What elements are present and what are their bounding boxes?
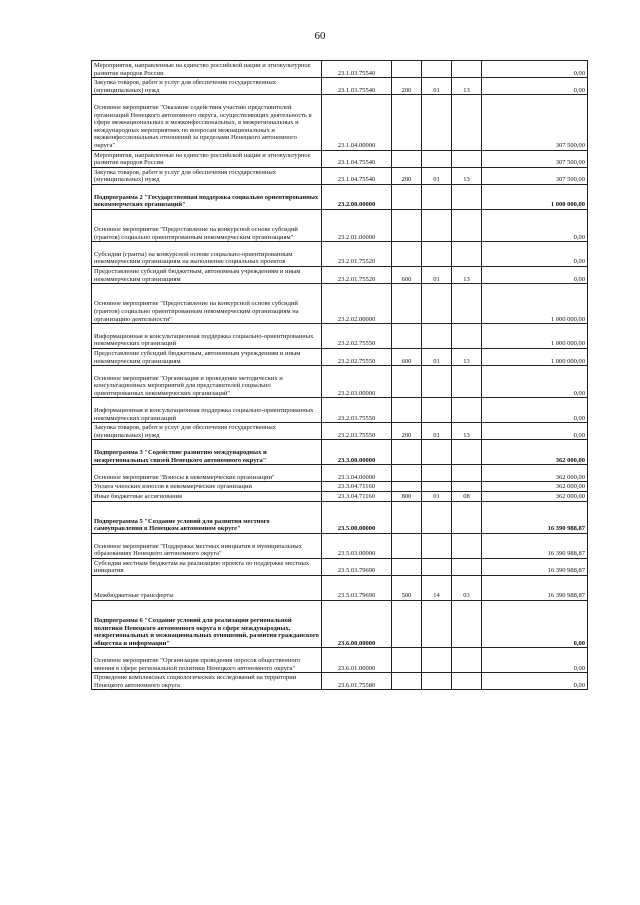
- cell-pr: [452, 209, 482, 241]
- cell-pr: [452, 648, 482, 673]
- cell-pr: [452, 673, 482, 690]
- cell-vr: [392, 673, 422, 690]
- cell-rz: [422, 209, 452, 241]
- cell-rz: [422, 440, 452, 465]
- cell-sum: 362 000,00: [482, 482, 588, 492]
- cell-rz: [422, 95, 452, 150]
- cell-sum: 362 000,00: [482, 440, 588, 465]
- cell-name: Основное мероприятие "Организация проведения опросов общественного мнения в сфере региональной политики Ненецкого автономного округа": [92, 648, 322, 673]
- cell-sum: 1 000 000,00: [482, 348, 588, 365]
- cell-vr: 500: [392, 576, 422, 601]
- cell-vr: [392, 184, 422, 209]
- cell-sum: 0,00: [482, 266, 588, 283]
- cell-sum: 16 390 988,87: [482, 558, 588, 575]
- cell-pr: [452, 465, 482, 482]
- table-row: [92, 558, 588, 575]
- cell-sum: 16 390 988,87: [482, 576, 588, 601]
- cell-csr: 23.5.03.79690: [322, 558, 392, 575]
- cell-rz: [422, 534, 452, 559]
- cell-rz: [422, 501, 452, 533]
- cell-vr: [392, 558, 422, 575]
- cell-pr: [452, 242, 482, 267]
- cell-name: Основное мероприятие "Предоставление на конкурсной основе субсидий (грантов) социально ориентированным некоммерческим организациям": [92, 209, 322, 241]
- cell-rz: [422, 150, 452, 167]
- cell-csr: 23.5.03.00000: [322, 534, 392, 559]
- table-row: [92, 482, 588, 492]
- cell-name: Подпрограмма 6 "Создание условий для реализации региональной политики Ненецкого автономного округа в сфере международных, межрегиональных и межнациональных отношений, развития гражданского общества и информации": [92, 600, 322, 648]
- cell-sum: 1 000 000,00: [482, 184, 588, 209]
- cell-csr: 23.3.04.71160: [322, 482, 392, 492]
- table-row: [92, 501, 588, 533]
- table-row: [92, 284, 588, 324]
- cell-csr: 23.6.01.00000: [322, 648, 392, 673]
- cell-name: Подпрограмма 3 "Содействие развитию международных и межрегиональных связей Ненецкого автономного округа": [92, 440, 322, 465]
- cell-pr: 13: [452, 78, 482, 95]
- cell-name: Субсидии местным бюджетам на реализацию проекта по поддержке местных инициатив: [92, 558, 322, 575]
- cell-pr: [452, 558, 482, 575]
- table-row: [92, 440, 588, 465]
- cell-sum: 362 000,00: [482, 465, 588, 482]
- cell-rz: 01: [422, 78, 452, 95]
- cell-pr: [452, 324, 482, 349]
- cell-name: Основное мероприятие "Предоставление на конкурсной основе субсидий (грантов) социально ориентированным некоммерческим организациям на организацию деятельности": [92, 284, 322, 324]
- cell-rz: 01: [422, 492, 452, 502]
- cell-vr: [392, 242, 422, 267]
- cell-pr: [452, 150, 482, 167]
- cell-sum: 16 390 988,87: [482, 534, 588, 559]
- cell-name: Субсидии (гранты) на конкурсной основе социально-ориентированным некоммерческим организациям на выполнение социальных проектов: [92, 242, 322, 267]
- cell-csr: 23.6.01.75580: [322, 673, 392, 690]
- cell-csr: 23.1.04.00000: [322, 95, 392, 150]
- cell-vr: [392, 648, 422, 673]
- cell-pr: 13: [452, 348, 482, 365]
- table-row: [92, 61, 588, 78]
- table-row: [92, 95, 588, 150]
- cell-sum: 0,00: [482, 209, 588, 241]
- cell-csr: 23.1.04.75540: [322, 167, 392, 184]
- table-row: [92, 576, 588, 601]
- cell-rz: [422, 324, 452, 349]
- cell-sum: 0,00: [482, 242, 588, 267]
- cell-pr: [452, 534, 482, 559]
- cell-vr: [392, 465, 422, 482]
- cell-pr: 03: [452, 576, 482, 601]
- cell-sum: 0,00: [482, 78, 588, 95]
- cell-csr: 23.6.00.00000: [322, 600, 392, 648]
- cell-sum: 307 500,00: [482, 95, 588, 150]
- table-row: [92, 398, 588, 423]
- cell-rz: [422, 242, 452, 267]
- cell-pr: [452, 95, 482, 150]
- cell-sum: 0,00: [482, 600, 588, 648]
- cell-pr: [452, 398, 482, 423]
- cell-vr: 800: [392, 492, 422, 502]
- cell-csr: 23.2.01.00000: [322, 209, 392, 241]
- cell-vr: 200: [392, 78, 422, 95]
- cell-rz: [422, 398, 452, 423]
- cell-sum: 362 000,00: [482, 492, 588, 502]
- cell-name: Информационная и консультационная поддержка социально-ориентированных некоммерческих организаций: [92, 398, 322, 423]
- cell-vr: [392, 209, 422, 241]
- cell-pr: [452, 482, 482, 492]
- cell-csr: 23.1.03.75540: [322, 78, 392, 95]
- cell-name: Основное мероприятие "Взносы в некоммерческие организации": [92, 465, 322, 482]
- table-row: [92, 78, 588, 95]
- cell-csr: 23.2.03.75550: [322, 398, 392, 423]
- table-row: [92, 423, 588, 440]
- table-row: [92, 648, 588, 673]
- table-row: [92, 209, 588, 241]
- cell-sum: 307 500,00: [482, 150, 588, 167]
- cell-csr: 23.5.00.00000: [322, 501, 392, 533]
- cell-sum: 1 000 000,00: [482, 284, 588, 324]
- cell-vr: [392, 95, 422, 150]
- cell-pr: [452, 366, 482, 398]
- cell-rz: [422, 465, 452, 482]
- cell-sum: 0,00: [482, 423, 588, 440]
- table-row: [92, 348, 588, 365]
- cell-rz: [422, 482, 452, 492]
- table-row: [92, 673, 588, 690]
- cell-vr: [392, 366, 422, 398]
- cell-csr: 23.3.04.71160: [322, 492, 392, 502]
- cell-name: Подпрограмма 2 "Государственная поддержка социально ориентированных некоммерческих организаций": [92, 184, 322, 209]
- cell-sum: 0,00: [482, 673, 588, 690]
- cell-name: Закупка товаров, работ и услуг для обеспечения государственных (муниципальных) нужд: [92, 423, 322, 440]
- cell-name: Межбюджетные трансферты: [92, 576, 322, 601]
- cell-csr: 23.1.04.75540: [322, 150, 392, 167]
- cell-pr: 13: [452, 167, 482, 184]
- cell-pr: [452, 501, 482, 533]
- cell-csr: 23.5.03.79690: [322, 576, 392, 601]
- cell-name: Предоставление субсидий бюджетным, автономным учреждениям и иным некоммерческим организациям: [92, 266, 322, 283]
- cell-pr: [452, 440, 482, 465]
- cell-pr: [452, 284, 482, 324]
- cell-name: Закупка товаров, работ и услуг для обеспечения государственных (муниципальных) нужд: [92, 167, 322, 184]
- cell-sum: 1 000 000,00: [482, 324, 588, 349]
- cell-rz: 01: [422, 167, 452, 184]
- cell-pr: [452, 61, 482, 78]
- table-row: [92, 150, 588, 167]
- cell-name: Мероприятия, направленные на единство российской нации и этнокультурное развитие народов России: [92, 61, 322, 78]
- cell-vr: [392, 324, 422, 349]
- cell-rz: [422, 366, 452, 398]
- cell-name: Основное мероприятие "Организация и проведение методических и консультационных мероприятий для представителей социально ориентированных некоммерческих организаций": [92, 366, 322, 398]
- cell-vr: [392, 482, 422, 492]
- cell-vr: [392, 600, 422, 648]
- cell-sum: 0,00: [482, 648, 588, 673]
- table-row: [92, 266, 588, 283]
- cell-csr: 23.2.00.00000: [322, 184, 392, 209]
- cell-vr: [392, 284, 422, 324]
- cell-name: Уплата членских взносов в некоммерческие организации: [92, 482, 322, 492]
- cell-vr: [392, 501, 422, 533]
- table-row: [92, 366, 588, 398]
- cell-csr: 23.2.02.75550: [322, 324, 392, 349]
- cell-sum: 307 500,00: [482, 167, 588, 184]
- cell-name: Предоставление субсидий бюджетным, автономным учреждениям и иным некоммерческим организациям: [92, 348, 322, 365]
- cell-rz: 01: [422, 348, 452, 365]
- cell-rz: 01: [422, 423, 452, 440]
- cell-rz: [422, 184, 452, 209]
- table-row: [92, 324, 588, 349]
- table-row: [92, 465, 588, 482]
- cell-sum: 16 390 988,87: [482, 501, 588, 533]
- cell-name: Подпрограмма 5 "Создание условий для развития местного самоуправления в Ненецком автономном округе": [92, 501, 322, 533]
- cell-vr: [392, 398, 422, 423]
- cell-name: Основное мероприятие "Оказание содействия участию представителей организаций Ненецкого автономного округа, осуществляющих деятельность в сфере межнациональных и межконфессиональных, в межрегиональных и международных мероприятиях по вопросам межнациональных и межконфессиональных отношений за пределами Ненецкого автономного округа": [92, 95, 322, 150]
- cell-sum: 0,00: [482, 398, 588, 423]
- cell-name: Основное мероприятие "Поддержка местных инициатив в муниципальных образованиях Ненецкого автономного округа": [92, 534, 322, 559]
- cell-csr: 23.3.00.00000: [322, 440, 392, 465]
- cell-pr: 13: [452, 266, 482, 283]
- cell-sum: 0,00: [482, 61, 588, 78]
- cell-name: Иные бюджетные ассигнования: [92, 492, 322, 502]
- cell-name: Мероприятия, направленные на единство российской нации и этнокультурное развитие народов России: [92, 150, 322, 167]
- table-row: [92, 184, 588, 209]
- table-row: [92, 492, 588, 502]
- budget-table: [91, 60, 588, 690]
- cell-rz: 14: [422, 576, 452, 601]
- cell-sum: 0,00: [482, 366, 588, 398]
- cell-pr: [452, 184, 482, 209]
- cell-name: Проведение комплексных социологических исследований на территории Ненецкого автономного округа: [92, 673, 322, 690]
- cell-csr: 23.2.03.75550: [322, 423, 392, 440]
- cell-csr: 23.3.04.00000: [322, 465, 392, 482]
- cell-rz: 01: [422, 266, 452, 283]
- cell-name: Информационная и консультационная поддержка социально-ориентированных некоммерческих организаций: [92, 324, 322, 349]
- cell-rz: [422, 284, 452, 324]
- cell-vr: 200: [392, 423, 422, 440]
- table-row: [92, 242, 588, 267]
- cell-name: Закупка товаров, работ и услуг для обеспечения государственных (муниципальных) нужд: [92, 78, 322, 95]
- cell-csr: 23.1.03.75540: [322, 61, 392, 78]
- cell-vr: 600: [392, 348, 422, 365]
- cell-csr: 23.2.01.75520: [322, 242, 392, 267]
- cell-csr: 23.2.02.00000: [322, 284, 392, 324]
- cell-vr: 600: [392, 266, 422, 283]
- cell-pr: 08: [452, 492, 482, 502]
- cell-rz: [422, 600, 452, 648]
- cell-vr: [392, 440, 422, 465]
- table-row: [92, 534, 588, 559]
- cell-rz: [422, 648, 452, 673]
- cell-vr: [392, 150, 422, 167]
- cell-rz: [422, 558, 452, 575]
- cell-pr: 13: [452, 423, 482, 440]
- cell-rz: [422, 673, 452, 690]
- table-row: [92, 600, 588, 648]
- cell-csr: 23.2.03.00000: [322, 366, 392, 398]
- cell-rz: [422, 61, 452, 78]
- cell-csr: 23.2.02.75550: [322, 348, 392, 365]
- cell-vr: [392, 534, 422, 559]
- page-number: 60: [314, 30, 326, 42]
- cell-vr: 200: [392, 167, 422, 184]
- cell-pr: [452, 600, 482, 648]
- cell-vr: [392, 61, 422, 78]
- cell-csr: 23.2.01.75520: [322, 266, 392, 283]
- table-row: [92, 167, 588, 184]
